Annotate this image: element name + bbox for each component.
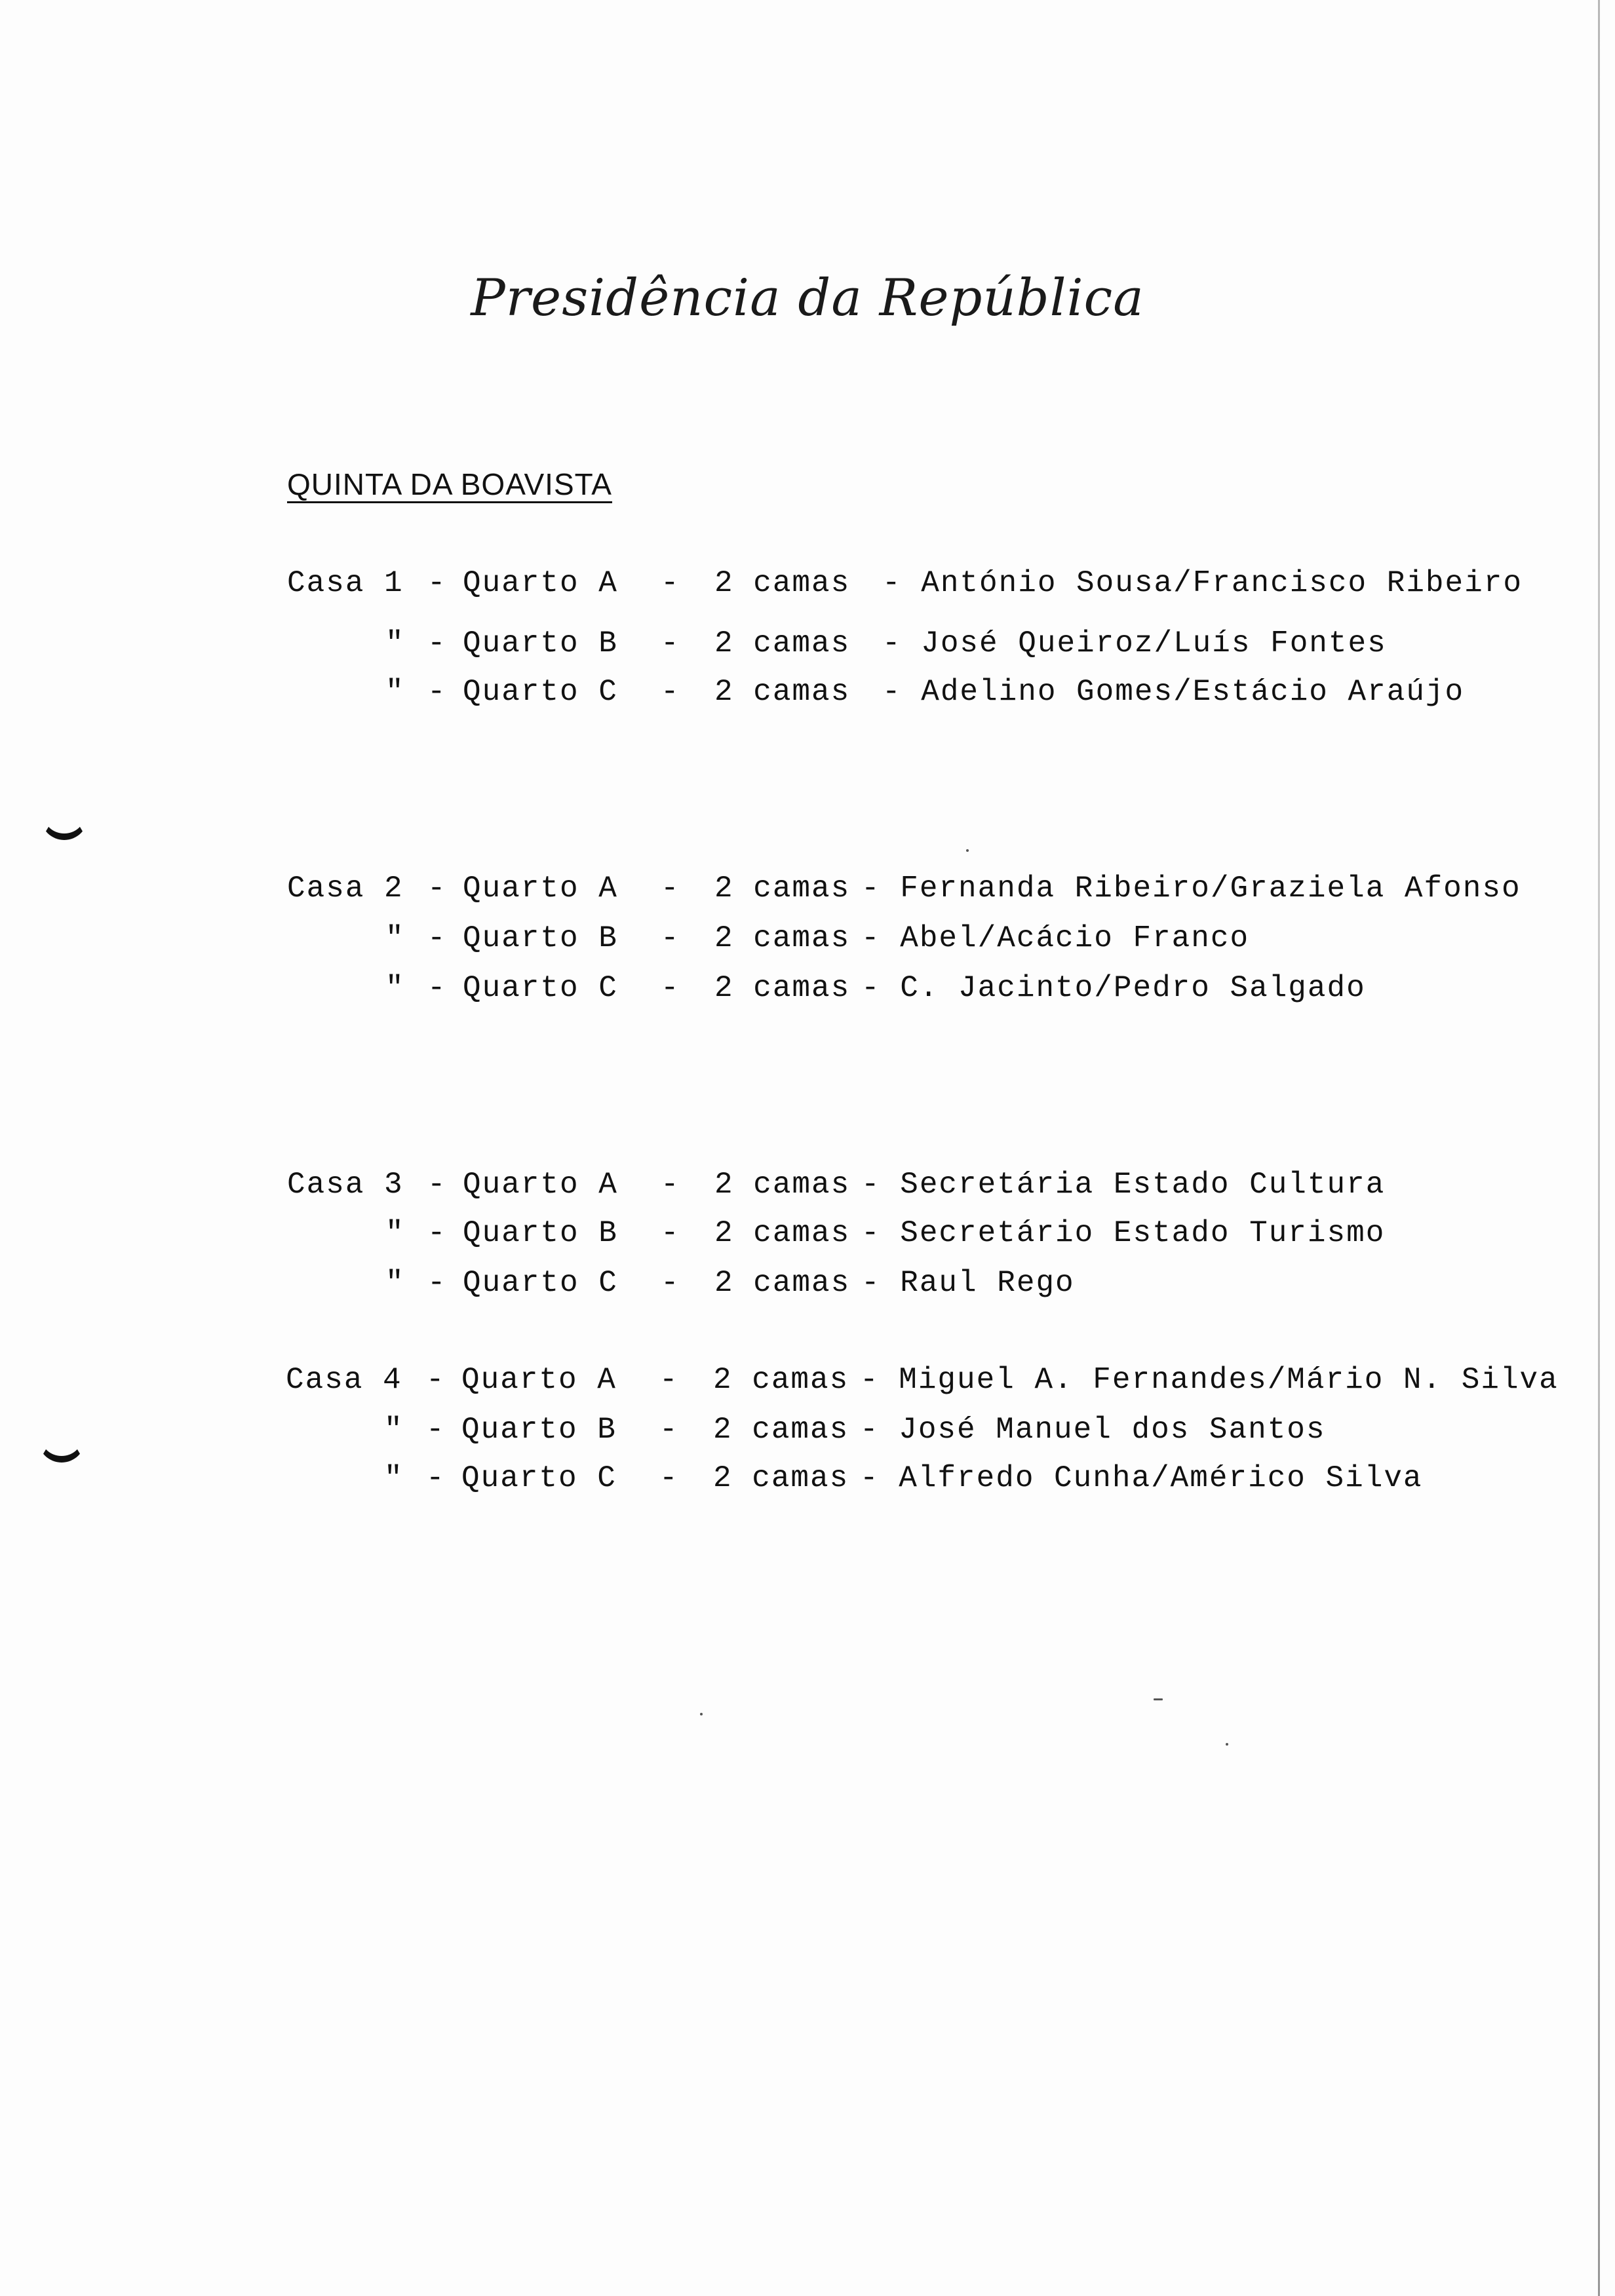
guest-names: - Adelino Gomes/Estácio Araújo: [882, 675, 1465, 709]
quarto-label: Quarto A: [461, 1363, 617, 1397]
letterhead: Presidência da República: [471, 269, 1144, 328]
table-row: [287, 1165, 1572, 1204]
casa-label: Casa 1: [287, 566, 404, 600]
scan-speck: [1226, 1743, 1228, 1746]
quarto-label: Quarto B: [463, 626, 618, 660]
guest-names: - Alfredo Cunha/Américo Silva: [860, 1461, 1423, 1495]
guest-names: - Miguel A. Fernandes/Mário N. Silva: [860, 1363, 1559, 1397]
punch-hole-mark: [38, 1415, 85, 1463]
guest-names: - Secretário Estado Turismo: [861, 1216, 1386, 1250]
separator-dash: -: [427, 971, 447, 1005]
quarto-label: Quarto B: [463, 921, 618, 955]
guest-names: - Fernanda Ribeiro/Graziela Afonso: [861, 871, 1521, 906]
camas-label: 2 camas: [714, 1266, 851, 1300]
ditto-mark: ": [385, 626, 405, 660]
separator-dash: -: [661, 1266, 680, 1300]
separator-dash: -: [659, 1363, 679, 1397]
separator-dash: -: [661, 1168, 680, 1202]
separator-dash: -: [661, 626, 680, 660]
document-heading: QUINTA DA BOAVISTA: [287, 467, 612, 501]
scan-speck: [700, 1713, 703, 1715]
quarto-label: Quarto B: [461, 1413, 617, 1447]
scan-speck: [1154, 1698, 1163, 1700]
camas-label: 2 camas: [714, 1216, 851, 1250]
guest-names: - C. Jacinto/Pedro Salgado: [861, 971, 1366, 1005]
ditto-mark: ": [385, 1266, 405, 1300]
table-row: [286, 1459, 1590, 1498]
camas-label: 2 camas: [714, 871, 851, 906]
casa-label: Casa 4: [286, 1363, 402, 1397]
separator-dash: -: [659, 1461, 679, 1495]
quarto-label: Quarto A: [463, 1168, 618, 1202]
separator-dash: -: [661, 921, 680, 955]
separator-dash: -: [427, 566, 447, 600]
casa-label: Casa 3: [287, 1168, 404, 1202]
table-row: [287, 919, 1572, 958]
separator-dash: -: [427, 1216, 447, 1250]
table-row: [286, 1410, 1590, 1449]
separator-dash: -: [661, 971, 680, 1005]
camas-label: 2 camas: [714, 566, 851, 600]
quarto-label: Quarto A: [463, 871, 618, 906]
guest-names: - José Manuel dos Santos: [860, 1413, 1326, 1447]
separator-dash: -: [661, 566, 680, 600]
ditto-mark: ": [384, 1413, 404, 1447]
page-edge-shadow: [1598, 0, 1600, 2296]
ditto-mark: ": [385, 921, 405, 955]
separator-dash: -: [427, 921, 447, 955]
camas-label: 2 camas: [714, 626, 851, 660]
table-row: [287, 1263, 1572, 1303]
quarto-label: Quarto C: [463, 675, 618, 709]
separator-dash: -: [426, 1363, 446, 1397]
table-row: [287, 1214, 1572, 1253]
camas-label: 2 camas: [714, 675, 851, 709]
ditto-mark: ": [385, 971, 405, 1005]
guest-names: - Abel/Acácio Franco: [861, 921, 1250, 955]
table-row: [286, 1360, 1590, 1400]
table-row: [287, 672, 1572, 712]
separator-dash: -: [661, 871, 680, 906]
separator-dash: -: [427, 871, 447, 906]
separator-dash: -: [661, 1216, 680, 1250]
table-row: [287, 968, 1572, 1008]
camas-label: 2 camas: [714, 921, 851, 955]
quarto-label: Quarto C: [463, 1266, 618, 1300]
separator-dash: -: [426, 1413, 446, 1447]
camas-label: 2 camas: [714, 971, 851, 1005]
separator-dash: -: [427, 626, 447, 660]
separator-dash: -: [426, 1461, 446, 1495]
separator-dash: -: [661, 675, 680, 709]
table-row: [287, 564, 1572, 603]
scan-speck: [966, 849, 969, 852]
separator-dash: -: [427, 1266, 447, 1300]
guest-names: - José Queiroz/Luís Fontes: [882, 626, 1387, 660]
table-row: [287, 869, 1572, 908]
casa-label: Casa 2: [287, 871, 404, 906]
punch-hole-mark: [41, 793, 88, 840]
guest-names: - Secretária Estado Cultura: [861, 1168, 1386, 1202]
camas-label: 2 camas: [713, 1461, 849, 1495]
guest-names: - Raul Rego: [861, 1266, 1075, 1300]
ditto-mark: ": [385, 675, 405, 709]
ditto-mark: ": [385, 1216, 405, 1250]
quarto-label: Quarto B: [463, 1216, 618, 1250]
table-row: [287, 624, 1572, 663]
separator-dash: -: [427, 675, 447, 709]
quarto-label: Quarto A: [463, 566, 618, 600]
camas-label: 2 camas: [713, 1413, 849, 1447]
quarto-label: Quarto C: [461, 1461, 617, 1495]
guest-names: - António Sousa/Francisco Ribeiro: [882, 566, 1523, 600]
ditto-mark: ": [384, 1461, 404, 1495]
separator-dash: -: [659, 1413, 679, 1447]
quarto-label: Quarto C: [463, 971, 618, 1005]
camas-label: 2 camas: [713, 1363, 849, 1397]
separator-dash: -: [427, 1168, 447, 1202]
camas-label: 2 camas: [714, 1168, 851, 1202]
